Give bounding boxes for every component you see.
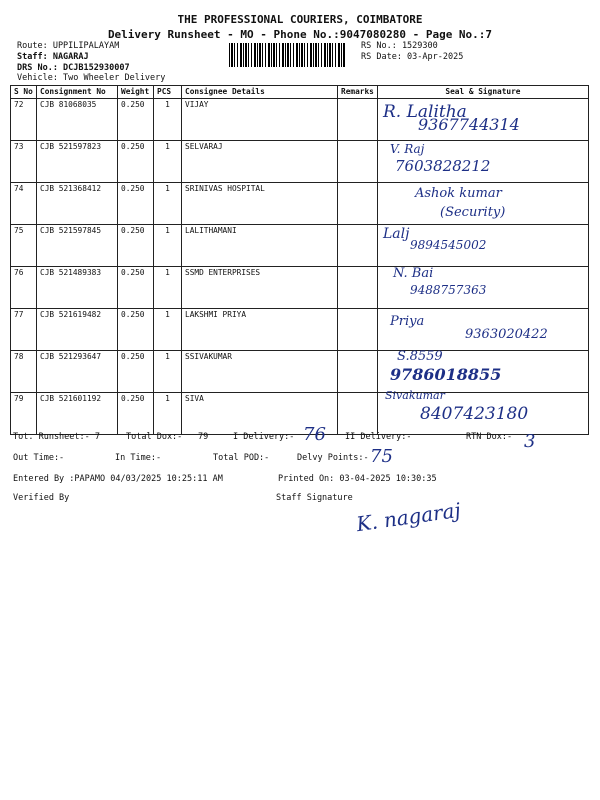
runsheet-subtitle: Delivery Runsheet - MO - Phone No.:9047080280 - Page No.:7: [107, 28, 493, 41]
signature-78-phone: 9786018855: [390, 365, 502, 384]
total-dox-value: 79: [198, 432, 209, 442]
col-sno-header: S No: [11, 86, 37, 99]
total-pod-label: Total POD:-: [213, 453, 270, 463]
out-time-label: Out Time:-: [13, 453, 65, 463]
cell-weight: 0.250: [118, 99, 154, 141]
cell-weight: 0.250: [118, 393, 154, 435]
cell-weight: 0.250: [118, 351, 154, 393]
cell-consignee: VIJAY: [182, 99, 338, 141]
cell-consignment: CJB 521597845: [37, 225, 118, 267]
cell-consignment: CJB 521489383: [37, 267, 118, 309]
entered-by: Entered By :PAPAMO 04/03/2025 10:25:11 AM: [13, 474, 223, 484]
printed-on: Printed On: 03-04-2025 10:30:35: [278, 474, 437, 484]
cell-pcs: 1: [154, 393, 182, 435]
cell-remarks: [338, 351, 378, 393]
barcode: [229, 43, 346, 67]
cell-consignment: CJB 521601192: [37, 393, 118, 435]
cell-consignee: LALITHAMANI: [182, 225, 338, 267]
cell-sno: 74: [11, 183, 37, 225]
cell-weight: 0.250: [118, 141, 154, 183]
col-pcs-header: PCS: [154, 86, 182, 99]
company-title: THE PROFESSIONAL COURIERS, COIMBATORE: [177, 13, 423, 26]
col-remarks-header: Remarks: [338, 86, 378, 99]
cell-pcs: 1: [154, 183, 182, 225]
cell-sno: 78: [11, 351, 37, 393]
cell-consignee: LAKSHMI PRIYA: [182, 309, 338, 351]
cell-weight: 0.250: [118, 225, 154, 267]
cell-remarks: [338, 141, 378, 183]
cell-weight: 0.250: [118, 183, 154, 225]
cell-weight: 0.250: [118, 309, 154, 351]
signature-76-name: N. Bai: [393, 266, 434, 281]
signature-74-name: Ashok kumar: [415, 186, 502, 201]
cell-pcs: 1: [154, 351, 182, 393]
table-row: [11, 351, 589, 393]
cell-consignee: SELVARAJ: [182, 141, 338, 183]
cell-remarks: [338, 267, 378, 309]
col-consignee-header: Consignee Details: [182, 86, 338, 99]
verified-by-label: Verified By: [13, 493, 70, 503]
cell-consignment: CJB 521619482: [37, 309, 118, 351]
cell-pcs: 1: [154, 99, 182, 141]
staff-signature-label: Staff Signature: [276, 493, 353, 503]
rtn-dox-value: 3: [524, 431, 536, 452]
cell-pcs: 1: [154, 141, 182, 183]
cell-weight: 0.250: [118, 267, 154, 309]
rtn-dox-label: RTN Dox:-: [466, 432, 513, 442]
cell-remarks: [338, 99, 378, 141]
signature-78-name: S.8559: [397, 349, 443, 364]
signature-79-name: Sivakumar: [385, 389, 445, 402]
vehicle-label: Vehicle: Two Wheeler Delivery: [17, 73, 166, 83]
signature-75-name: Lalj: [383, 226, 410, 242]
cell-pcs: 1: [154, 267, 182, 309]
signature-72-name: R. Lalitha: [383, 102, 467, 122]
cell-remarks: [338, 309, 378, 351]
total-dox-label: Total Dox:-: [126, 432, 183, 442]
staff-signature: K. nagaraj: [354, 497, 463, 537]
ii-delivery-label: II Delivery:-: [345, 432, 412, 442]
cell-remarks: [338, 183, 378, 225]
table-header-row: [11, 86, 589, 99]
cell-sno: 75: [11, 225, 37, 267]
in-time-label: In Time:-: [115, 453, 162, 463]
delvy-points-label: Delvy Points:-: [297, 453, 369, 463]
cell-consignment: CJB 521597823: [37, 141, 118, 183]
cell-remarks: [338, 393, 378, 435]
delvy-points-value: 75: [370, 446, 393, 467]
signature-77-phone: 9363020422: [465, 327, 548, 342]
signature-73-name: V. Raj: [390, 142, 425, 156]
cell-consignment: CJB 521368412: [37, 183, 118, 225]
rs-date: RS Date: 03-Apr-2025: [361, 52, 464, 62]
cell-sno: 76: [11, 267, 37, 309]
col-weight-header: Weight: [118, 86, 154, 99]
i-delivery-label: I Delivery:-: [233, 432, 295, 442]
i-delivery-value: 76: [303, 424, 326, 445]
total-runsheet: Tot. Runsheet:- 7: [13, 432, 100, 442]
signature-79-phone: 8407423180: [420, 404, 529, 424]
drs-number: DRS No.: DCJB152930007: [17, 63, 130, 73]
signature-75-phone: 9894545002: [410, 238, 487, 252]
col-signature-header: Seal & Signature: [377, 86, 588, 99]
signature-72-phone: 9367744314: [418, 115, 520, 134]
table-row: [11, 225, 589, 267]
runsheet-table: [10, 85, 589, 435]
cell-consignment: CJB 81068035: [37, 99, 118, 141]
cell-sno: 72: [11, 99, 37, 141]
cell-consignee: SRINIVAS HOSPITAL: [182, 183, 338, 225]
cell-pcs: 1: [154, 309, 182, 351]
table-row: [11, 267, 589, 309]
staff-label: Staff: NAGARAJ: [17, 52, 89, 62]
cell-sno: 77: [11, 309, 37, 351]
rs-number: RS No.: 1529300: [361, 41, 438, 51]
signature-77-name: Priya: [390, 314, 425, 329]
cell-consignment: CJB 521293647: [37, 351, 118, 393]
col-consignment-header: Consignment No: [37, 86, 118, 99]
signature-74-note: (Security): [440, 205, 506, 220]
cell-consignee: SIVA: [182, 393, 338, 435]
cell-sno: 73: [11, 141, 37, 183]
route-label: Route: UPPILIPALAYAM: [17, 41, 120, 51]
signature-76-phone: 9488757363: [410, 283, 487, 297]
cell-pcs: 1: [154, 225, 182, 267]
cell-consignee: SSIVAKUMAR: [182, 351, 338, 393]
cell-consignee: SSMD ENTERPRISES: [182, 267, 338, 309]
cell-remarks: [338, 225, 378, 267]
table-row: [11, 141, 589, 183]
signature-73-phone: 7603828212: [395, 157, 491, 175]
cell-sno: 79: [11, 393, 37, 435]
